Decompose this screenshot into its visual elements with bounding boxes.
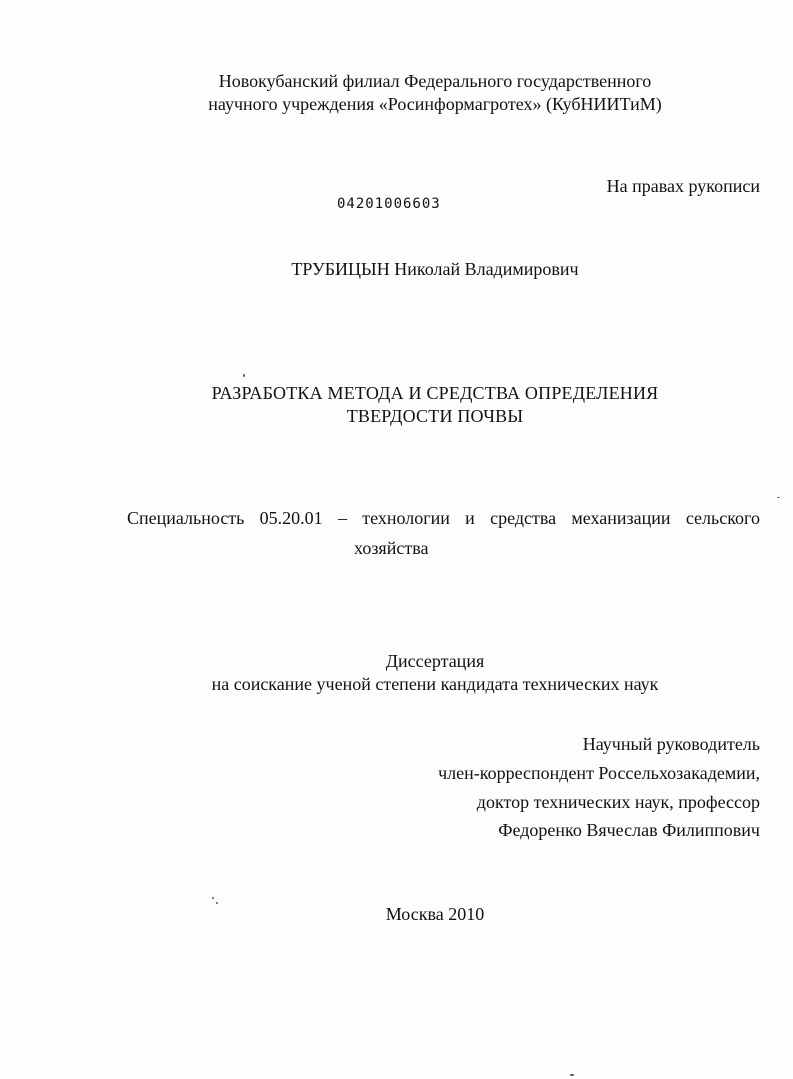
specialty-line-1: Специальность 05.20.01 – технологии и средства механизации сельского bbox=[127, 508, 760, 528]
scan-speck bbox=[243, 374, 245, 377]
scan-speck bbox=[216, 902, 218, 904]
city-year: Москва 2010 bbox=[385, 904, 485, 924]
scan-speck bbox=[212, 897, 214, 899]
scan-speck bbox=[777, 497, 780, 498]
dissertation-title-line-1: РАЗРАБОТКА МЕТОДА И СРЕДСТВА ОПРЕДЕЛЕНИЯ bbox=[211, 383, 659, 403]
supervisor-rank-1: член-корреспондент Россельхозакадемии, bbox=[438, 763, 760, 783]
supervisor-name: Федоренко Вячеслав Филиппович bbox=[498, 820, 760, 840]
institution-line-1: Новокубанский филиал Федерального государственного bbox=[218, 71, 652, 91]
scan-speck bbox=[570, 1074, 574, 1076]
work-type: Диссертация bbox=[385, 651, 485, 671]
specialty-line-2: хозяйства bbox=[354, 538, 429, 558]
registration-number: 04201006603 bbox=[337, 196, 441, 212]
dissertation-title-line-2: ТВЕРДОСТИ ПОЧВЫ bbox=[346, 406, 524, 426]
author-name: ТРУБИЦЫН Николай Владимирович bbox=[291, 259, 579, 279]
degree-line: на соискание ученой степени кандидата технических наук bbox=[211, 674, 659, 694]
manuscript-note: На правах рукописи bbox=[606, 176, 760, 196]
supervisor-label: Научный руководитель bbox=[582, 734, 760, 754]
institution-line-2: научного учреждения «Росинформагротех» (КубНИИТиМ) bbox=[208, 94, 662, 114]
supervisor-rank-2: доктор технических наук, профессор bbox=[476, 792, 760, 812]
